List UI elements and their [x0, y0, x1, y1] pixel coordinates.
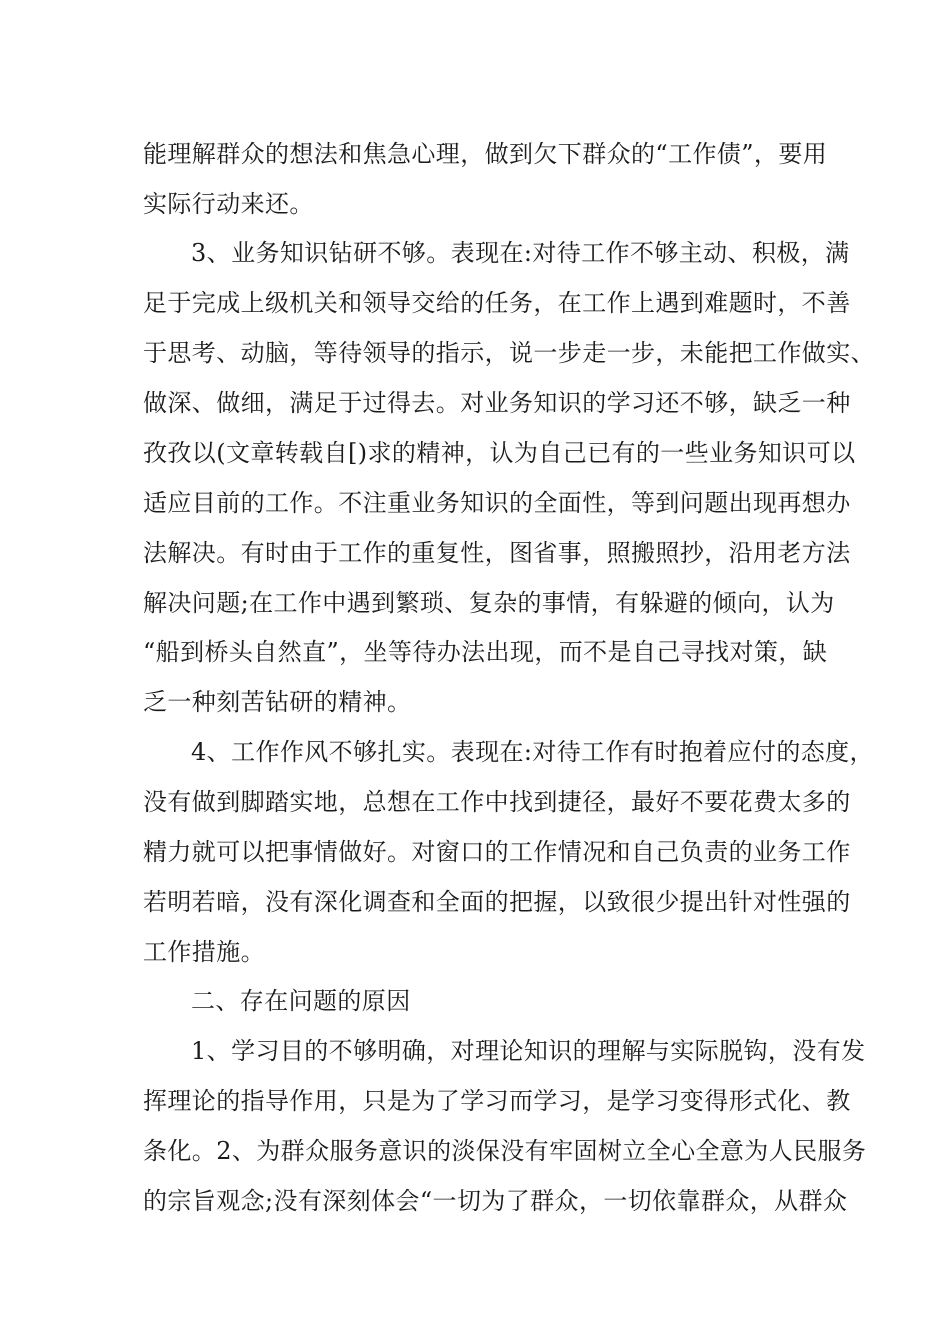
text-line: 能理解群众的想法和焦急心理，做到欠下群众的“工作债”，要用: [143, 140, 828, 168]
text-line: 没有做到脚踏实地，总想在工作中找到捷径，最好不要花费太多的: [143, 788, 851, 816]
text-line: 乏一种刻苦钻研的精神。: [143, 688, 412, 716]
text-line: 解决问题;在工作中遇到繁琐、复杂的事情，有躲避的倾向，认为: [143, 589, 835, 617]
text-line: 工作措施。: [143, 938, 265, 966]
text-line: 适应目前的工作。不注重业务知识的全面性，等到问题出现再想办: [143, 489, 851, 517]
text-line: 法解决。有时由于工作的重复性，图省事，照搬照抄，沿用老方法: [143, 539, 851, 567]
paragraph-line-numbered: 3、业务知识钻研不够。表现在:对待工作不够主动、积极，满: [191, 239, 850, 267]
text-line: 足于完成上级机关和领导交给的任务，在工作上遇到难题时，不善: [143, 289, 851, 317]
paragraph-line-numbered: 4、工作作风不够扎实。表现在:对待工作有时抱着应付的态度，: [191, 738, 874, 766]
text-line: 实际行动来还。: [143, 190, 314, 218]
text-line: 于思考、动脑，等待领导的指示，说一步走一步，未能把工作做实、: [143, 339, 875, 367]
text-line: 的宗旨观念;没有深刻体会“一切为了群众，一切依靠群众，从群众: [143, 1187, 848, 1215]
text-line: 若明若暗，没有深化调查和全面的把握，以致很少提出针对性强的: [143, 888, 851, 916]
text-line: 做深、做细，满足于过得去。对业务知识的学习还不够，缺乏一种: [143, 389, 851, 417]
text-line: 挥理论的指导作用，只是为了学习而学习，是学习变得形式化、教: [143, 1087, 851, 1115]
text-line: “船到桥头自然直”，坐等待办法出现，而不是自己寻找对策，缺: [143, 638, 828, 666]
text-line: 孜孜以(文章转载自[)求的精神，认为自己已有的一些业务知识可以: [143, 439, 856, 467]
text-line: 精力就可以把事情做好。对窗口的工作情况和自己负责的业务工作: [143, 838, 851, 866]
paragraph-line-numbered: 1、学习目的不够明确，对理论知识的理解与实际脱钩，没有发: [191, 1037, 866, 1065]
section-heading: 二、存在问题的原因: [191, 987, 411, 1015]
text-line: 条化。2、为群众服务意识的淡保没有牢固树立全心全意为人民服务: [143, 1137, 867, 1165]
